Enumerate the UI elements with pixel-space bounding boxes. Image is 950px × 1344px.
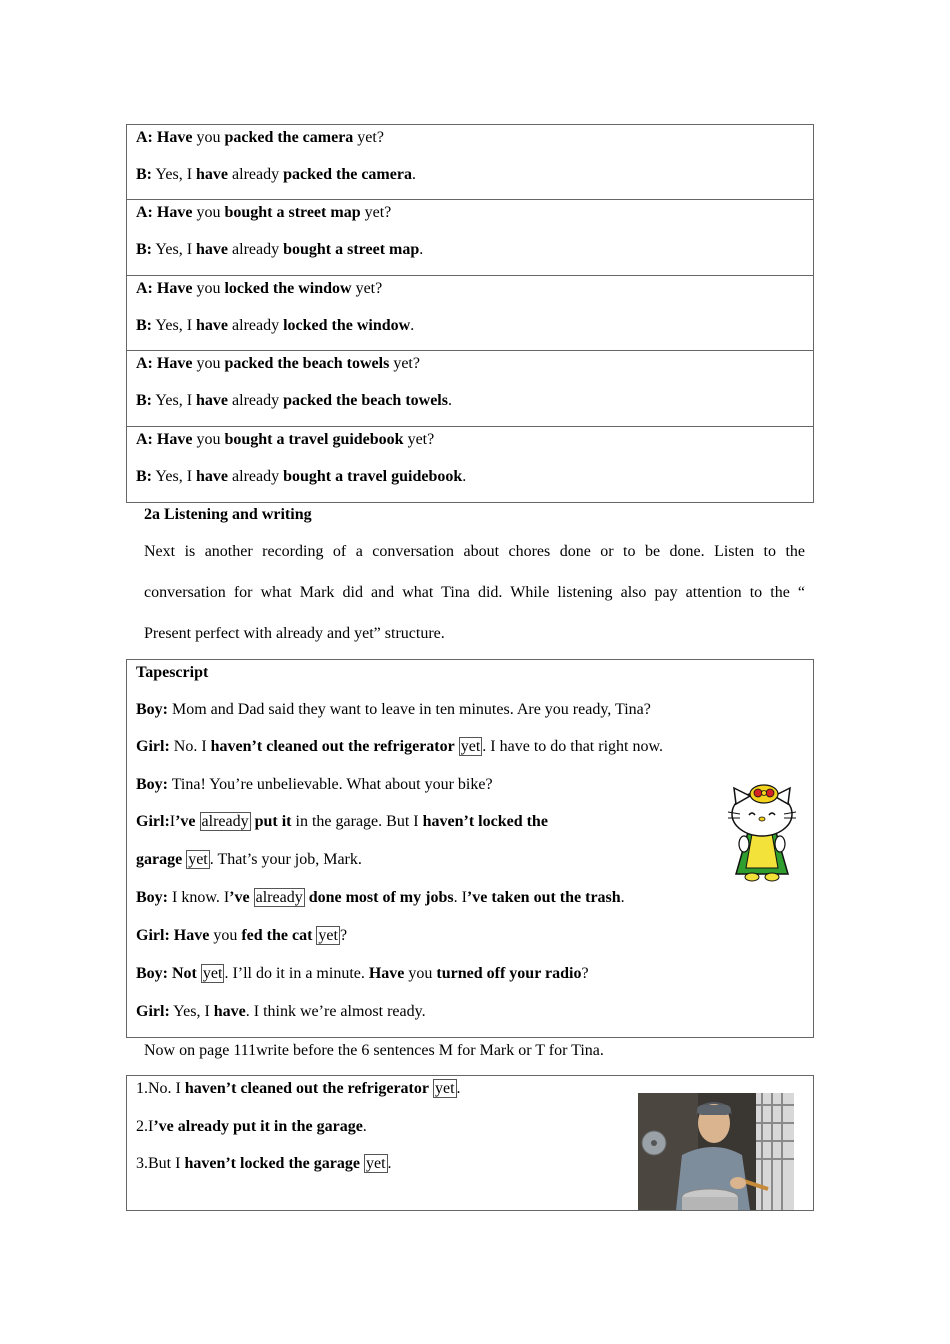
dialogue-line: garage yet . That’s your job, Mark.: [136, 851, 362, 868]
boxed-word: already: [255, 889, 303, 906]
answer-line: B: Yes, I have already packed the beach towels.: [136, 392, 452, 410]
question-line: A: Have you locked the window yet?: [136, 279, 383, 297]
boxed-word: yet: [188, 851, 208, 868]
question-line: A: Have you bought a travel guidebook yet?: [136, 430, 435, 448]
qa-table: [126, 124, 814, 503]
answer-line: B: Yes, I have already locked the window.: [136, 316, 415, 334]
question-line: A: Have you packed the beach towels yet?: [136, 355, 420, 373]
answer-line: B: Yes, I have already bought a travel guidebook.: [136, 467, 467, 485]
dialogue-line: Girl:I’ve already put it in the garage. But I haven’t locked the: [136, 813, 548, 830]
qa-cell: [127, 351, 813, 426]
exercise-sentence: 2.I’ve already put it in the garage.: [136, 1118, 367, 1135]
boxed-word: yet: [318, 927, 338, 944]
dialogue-line: Girl: Yes, I have. I think we’re almost ready.: [136, 1003, 426, 1020]
qa-cell: [127, 125, 813, 200]
boxed-word: yet: [460, 738, 481, 755]
dialogue-line: Boy: I know. I’ve already done most of my jobs. I’ve taken out the trash.: [136, 889, 625, 906]
question-line: A: Have you packed the camera yet?: [136, 129, 384, 146]
tapescript-title: Tapescript: [136, 664, 209, 681]
dialogue-line: Boy: Not yet . I’ll do it in a minute. Have you turned off your radio?: [136, 965, 589, 982]
paragraph-line: conversation for what Mark did and what Tina did. While listening also pay attention to the “: [144, 584, 805, 601]
instruction-line: Now on page 111write before the 6 sentences M for Mark or T for Tina.: [144, 1042, 604, 1059]
exercise-sentence: 1.No. I haven’t cleaned out the refrigerator yet .: [136, 1080, 461, 1097]
answer-line: B: Yes, I have already bought a street map.: [136, 241, 424, 259]
section-heading: 2a Listening and writing: [144, 506, 312, 523]
dialogue-line: Girl: No. I haven’t cleaned out the refrigerator yet . I have to do that right now.: [136, 738, 663, 755]
qa-cell: [127, 276, 813, 351]
dialogue-line: Boy: Tina! You’re unbelievable. What about your bike?: [136, 776, 493, 793]
boxed-word: yet: [434, 1080, 455, 1097]
boxed-word: already: [201, 813, 249, 830]
answer-line: B: Yes, I have already packed the camera.: [136, 166, 416, 183]
qa-cell: [127, 427, 813, 502]
dialogue-line: Girl: Have you fed the cat yet ?: [136, 927, 348, 944]
question-line: A: Have you bought a street map yet?: [136, 204, 392, 222]
exercise-sentence: 3.But I haven’t locked the garage yet .: [136, 1155, 392, 1172]
qa-cell: [127, 200, 813, 275]
cooking-photo: [638, 1093, 794, 1210]
paragraph-line: Next is another recording of a conversation about chores done or to be done. Listen to the: [144, 543, 805, 560]
paragraph-line: Present perfect with already and yet” structure.: [144, 625, 445, 642]
boxed-word: yet: [202, 965, 223, 982]
dialogue-line: Boy: Mom and Dad said they want to leave in ten minutes. Are you ready, Tina?: [136, 701, 651, 718]
boxed-word: yet: [365, 1155, 386, 1172]
hello-kitty-image: [722, 782, 802, 884]
tapescript-box: [126, 659, 814, 1038]
